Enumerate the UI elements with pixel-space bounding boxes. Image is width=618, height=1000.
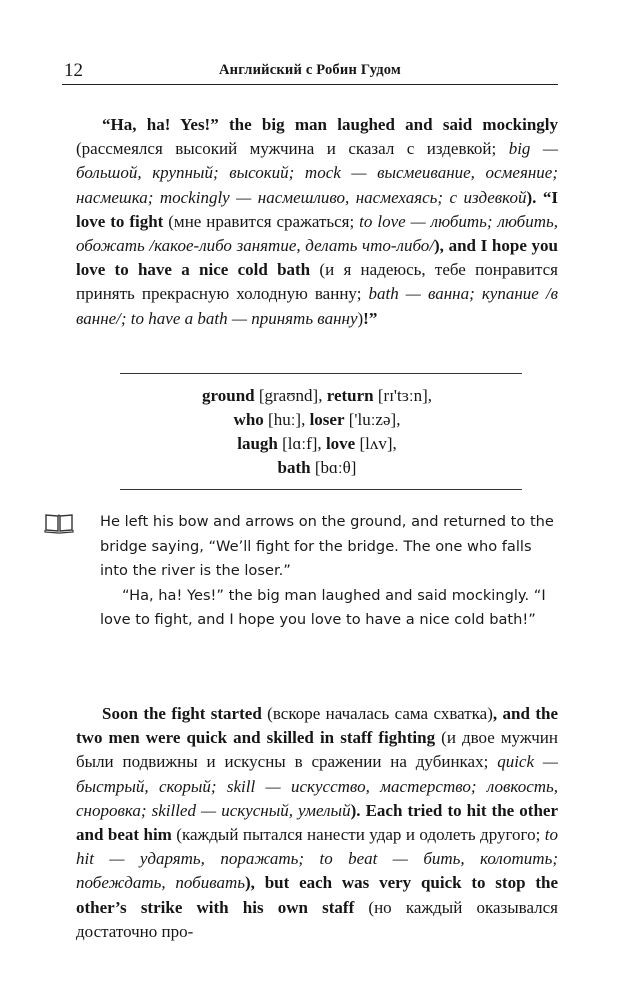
english-phrase: Each tried to hit the other and beat him [76,800,558,845]
pronunciation-box [76,384,558,480]
translation: (вскоре началась сама схватка) [261,704,493,723]
page-number: 12 [64,60,83,81]
commentary-paragraph-2 [76,702,558,944]
divider-top [120,373,522,374]
punctuation: ), [434,236,449,256]
english-phrase: and I hope you love to have a nice cold bath [76,236,558,280]
gloss: big — большой, крупный; высокий; mock — высмеивание, осмеяние; насмешка; mockingly — насмешливо, насмехаясь; с издевкой [76,139,559,207]
vocab-line: ground [graʊnd], return [rɪ'tɜːn], [202,386,432,405]
translation: (рассмеялся высокий мужчина и сказал с издевкой; [76,139,509,159]
gloss: quick — быстрый, скорый; skill — искусство, мастерство; ловкость, сноровка; skilled — искусный, умелый [76,752,558,820]
divider-bottom [120,489,522,490]
gloss: to love — любить; любить, обожать /какое-либо занятие, делать что-либо/ [76,211,558,256]
punctuation: ), [245,873,265,893]
reading-paragraph: He left his bow and arrows on the ground, and returned to the bridge saying, “We’ll fight for the bridge. The one who falls into the river is the loser.” [100,513,554,580]
english-reading-text [100,510,560,633]
translation: (и я надеюсь, тебе понравится принять прекрасную холодную ванну; [76,260,558,304]
translation: (мне нравится сражаться; [163,211,360,231]
punctuation: !” [363,308,378,328]
running-header [62,52,558,85]
vocab-line: who [huː], loser ['luːzə], [233,410,401,429]
vocab-line: bath [bɑːθ] [277,458,357,477]
translation: (и двое мужчин были подвижны и искусны в сражении на дубинках; [76,728,558,772]
open-book-icon [44,512,74,534]
reading-paragraph: “Ha, ha! Yes!” the big man laughed and said mockingly. “I love to fight, and I hope you love to have a nice cold bath!” [100,586,546,629]
running-title: Английский с Робин Гудом [218,62,402,78]
vocab-line: laugh [lɑːf], love [lʌv], [237,434,397,453]
english-phrase: “I love to fight [76,187,559,231]
punctuation: ). [526,187,543,207]
gloss: bath — ванна; купание /в ванне/; to have a bath — принять ванну [76,284,558,328]
translation: ) [357,308,364,328]
translation: (но каждый оказывался достаточно про- [76,897,558,941]
english-phrase: Soon the fight started [102,704,262,723]
english-phrase: but each was very quick to stop the other’s strike with his own staff [76,873,558,917]
punctuation: ). [350,800,366,820]
translation: (каждый пытался нанести удар и одолеть другого; [171,825,545,845]
english-phrase: “Ha, ha! Yes!” the big man laughed and said mockingly [102,115,558,134]
english-phrase: , and the two men were quick and skilled in staff fighting [76,704,559,748]
commentary-paragraph-1 [76,113,558,331]
gloss: to hit — ударять, поражать; to beat — бить, колотить; побеждать, побивать [76,825,558,893]
